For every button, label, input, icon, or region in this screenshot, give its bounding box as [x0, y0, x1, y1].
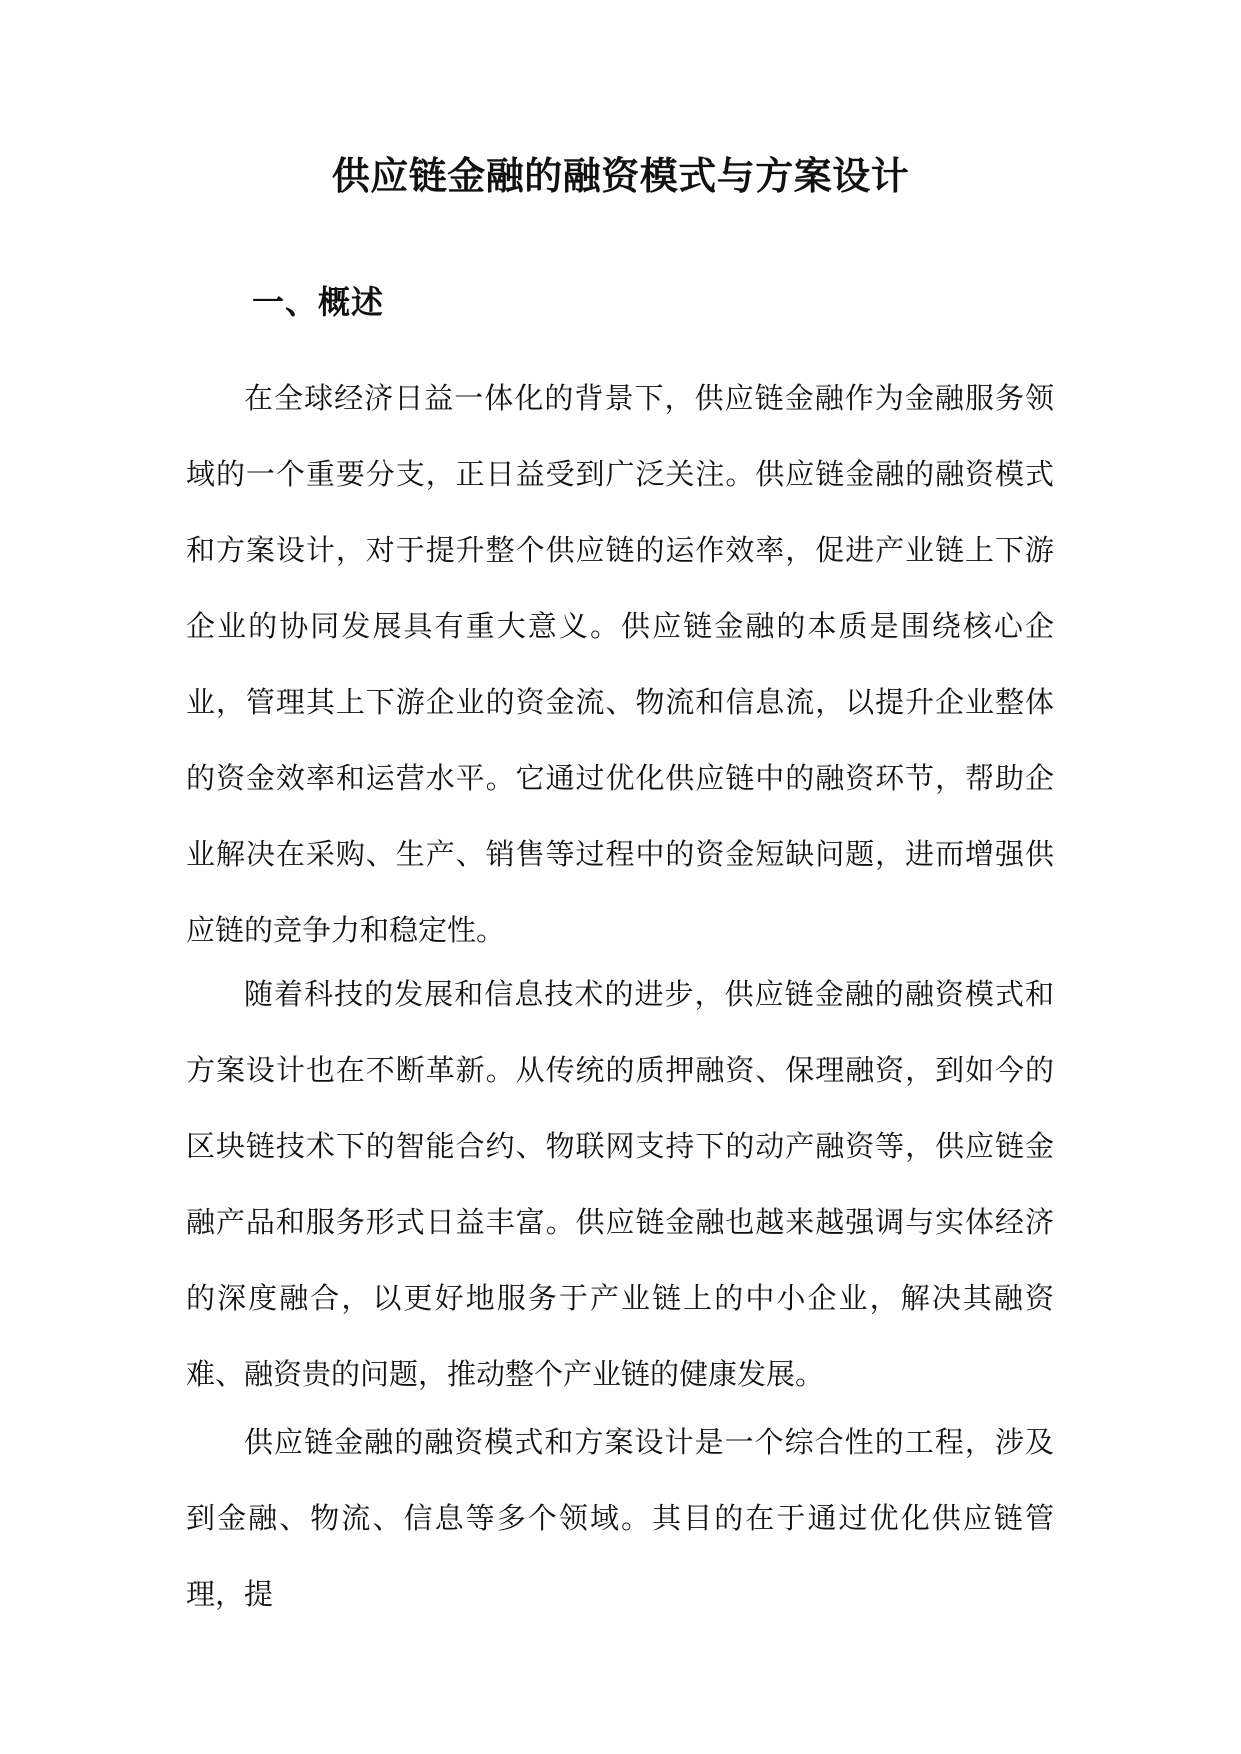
paragraph-3: 供应链金融的融资模式和方案设计是一个综合性的工程，涉及到金融、物流、信息等多个领域。其目的在于通过优化供应链管理，提: [186, 1425, 1054, 1611]
paragraph-2: 随着科技的发展和信息技术的进步，供应链金融的融资模式和方案设计也在不断革新。从传统的质押融资、保理融资，到如今的区块链技术下的智能合约、物联网支持下的动产融资等，供应链金融产品和服务形式日益丰富。供应链金融也越来越强调与实体经济的深度融合，以更好地服务于产业链上的中小企业，解决其融资难、融资贵的问题，推动整个产业链的健康发展。: [186, 977, 1054, 1391]
paragraph-1: 在全球经济日益一体化的背景下，供应链金融作为金融服务领域的一个重要分支，正日益受到广泛关注。供应链金融的融资模式和方案设计，对于提升整个供应链的运作效率，促进产业链上下游企业的协同发展具有重大意义。供应链金融的本质是围绕核心企业，管理其上下游企业的资金流、物流和信息流，以提升企业整体的资金效率和运营水平。它通过优化供应链中的融资环节，帮助企业解决在采购、生产、销售等过程中的资金短缺问题，进而增强供应链的竞争力和稳定性。: [186, 381, 1054, 947]
document-title: 供应链金融的融资模式与方案设计: [331, 153, 910, 198]
section-heading-overview: 一、概述: [252, 283, 385, 321]
